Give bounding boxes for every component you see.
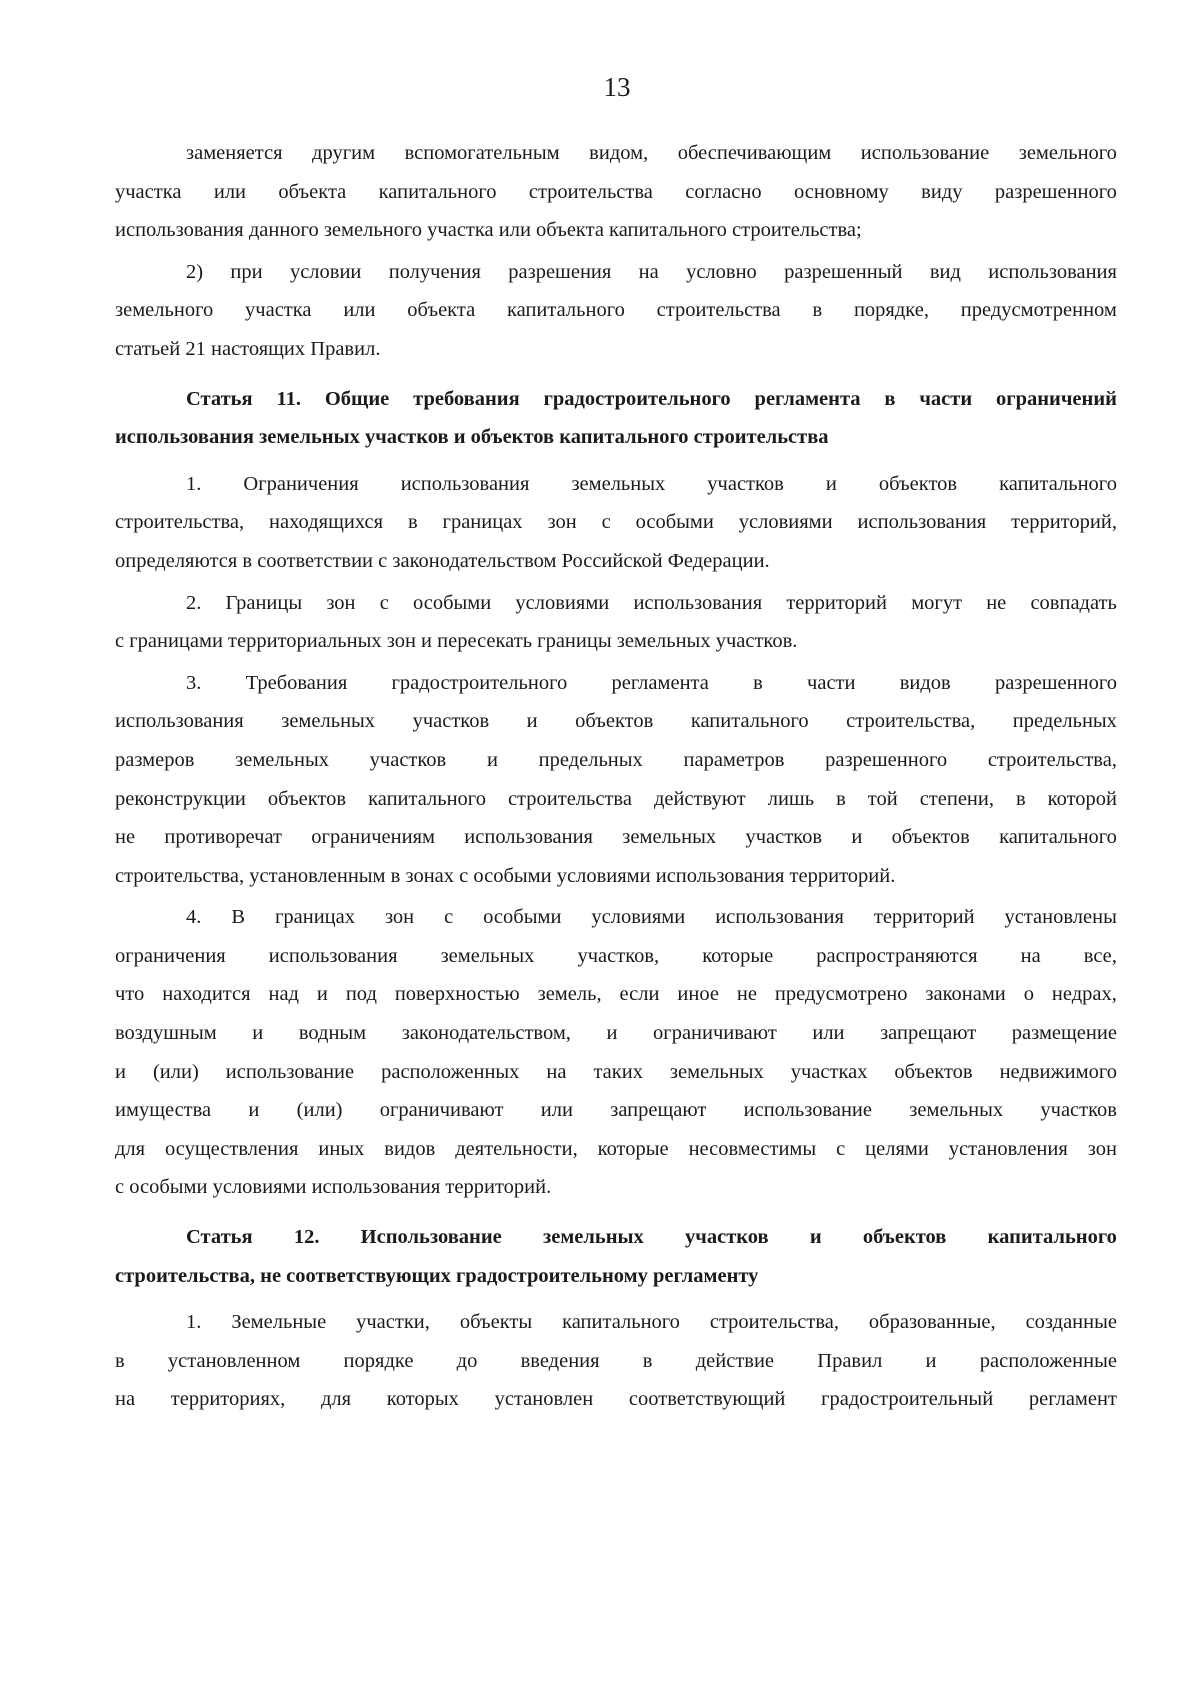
word: территориях, [170,1388,286,1411]
text-line [115,702,1117,741]
word: капитального [987,1226,1117,1249]
word: строительства, [709,1311,839,1334]
word: земельных [909,1099,1004,1122]
word: до [456,1349,478,1372]
word: если [619,983,660,1006]
word: разрешенного [994,671,1117,694]
text-line [115,1053,1117,1092]
word: которые [597,1137,669,1160]
word: особыми [483,906,562,929]
word: параметров [683,748,785,771]
word: Требования [245,671,348,694]
text-line [115,898,1117,937]
word: земельных [235,748,329,771]
word: использования [400,472,530,495]
word: виду [921,180,963,203]
word: особыми [635,511,714,534]
text-line [115,253,1117,292]
word: противоречат [164,826,282,849]
word: объектов [862,1226,947,1249]
word: таких [593,1060,643,1083]
word: регламент [1028,1388,1117,1411]
line-text: определяются в соответствии с законодательством Российской Федерации. [115,549,770,572]
word: разрешения [508,260,612,283]
word: имущества [115,1099,212,1122]
paragraph [115,1303,1117,1419]
word: которые [702,944,774,967]
word: лишь [767,787,815,810]
word: водным [298,1022,367,1045]
page-number: 13 [603,72,631,102]
word: порядке [343,1349,414,1372]
word: Статья [186,1226,253,1249]
word: под [345,983,377,1006]
word: Правил [817,1349,883,1372]
word: зон [547,511,577,534]
word: или [540,1099,573,1122]
word: получения [388,260,481,283]
word: капитального [999,472,1117,495]
word: несовместимы [688,1137,817,1160]
word: вспомогательным [404,142,560,164]
word: запрещают [610,1099,707,1122]
word: степени, [919,787,994,810]
word: установления [948,1137,1068,1160]
word: над [268,983,299,1006]
word: в [115,1349,125,1372]
text-line [115,780,1117,819]
word: основному [793,180,889,203]
word: участков [369,748,447,771]
word: 1. [186,472,202,495]
word: (или) [152,1060,199,1083]
word: предельных [1012,710,1117,733]
line-text: статьей 21 настоящих Правил. [115,337,381,360]
word: согласно [685,180,762,203]
word: капитального [378,180,497,203]
line-text: с особыми условиями использования территорий. [115,1176,552,1199]
word: капитального [690,710,809,733]
text-line [115,1014,1117,1053]
word: использование [225,1060,355,1083]
word: размеров [115,748,195,771]
word: не [115,826,136,849]
word: строительства [656,299,781,322]
text-line [115,465,1117,504]
word: расположенные [979,1349,1117,1372]
word: условиями [515,591,610,614]
word: объекта [278,180,347,203]
word: для [320,1388,352,1411]
word: предусмотрено [774,983,908,1006]
word: участков [1040,1099,1117,1122]
line-text: с границами территориальных зон и пересекать границы земельных участков. [115,630,798,653]
word: ограничениям [311,826,435,849]
word: вид [929,260,961,283]
word: на [638,260,659,283]
word: требования [413,387,520,410]
word: земельных [571,472,666,495]
word: предусмотренном [960,299,1117,322]
word: все, [1083,944,1117,967]
word: расположенных [381,1060,520,1083]
word: в [753,671,763,694]
word: участках [790,1060,868,1083]
word: использования [988,260,1117,283]
text-line [115,1130,1117,1169]
word: использования [268,944,398,967]
word: введения [520,1349,600,1372]
text-line [115,622,1117,661]
word: строительства, [115,511,245,534]
word: той [867,787,898,810]
word: в [642,1349,653,1372]
word: строительства, [987,748,1117,771]
text-line [115,584,1117,623]
word: земельных [542,1226,644,1249]
word: и [316,983,328,1006]
word: действие [695,1349,775,1372]
word: в [407,511,418,534]
word: градостроительного [391,671,568,694]
paragraph [115,253,1117,369]
word: и [252,1022,264,1045]
word: предельных [538,748,643,771]
word: ограничений [996,387,1117,410]
word: видов [899,671,951,694]
text-line [115,1342,1117,1381]
word: видов [384,1137,436,1160]
text-line [115,1303,1117,1342]
word: объектов [575,710,654,733]
word: условии [289,260,362,283]
word: обеспечивающим [677,142,832,164]
word: которой [1047,787,1117,810]
word: не [736,983,757,1006]
word: в [884,387,896,410]
word: в [812,299,823,322]
word: и [486,748,498,771]
text-line [115,380,1117,419]
word: использование [743,1099,873,1122]
paragraph [115,664,1117,896]
paragraph [115,898,1117,1207]
word: распространяются [816,944,978,967]
word: воздушным [115,1022,217,1045]
text-line [115,542,1117,581]
word: заменяется [186,142,283,164]
word: установлены [1004,906,1117,929]
word: при [230,260,263,283]
word: совпадать [1030,591,1117,614]
word: объектов [878,472,958,495]
paragraph [115,584,1117,661]
word: условиями [738,511,833,534]
word: или [343,299,376,322]
word: капитального [562,1311,680,1334]
word: земельного [1018,142,1117,164]
word: другим [312,142,376,164]
word: запрещают [880,1022,977,1045]
word: и [925,1349,937,1372]
word: установлен [494,1388,594,1411]
word: территорий, [1011,511,1117,534]
word: условиями [591,906,686,929]
word: находится [162,983,251,1006]
word: Ограничения [243,472,359,495]
line-text: строительства, установленным в зонах с особыми условиями использования территорий. [115,864,896,887]
word: и [606,1022,618,1045]
text-line [115,1168,1117,1207]
word: в [1015,787,1026,810]
word: капитального [999,826,1117,849]
word: особыми [412,591,492,614]
word: объектов [891,826,970,849]
document-body [115,134,1117,1422]
word: в [836,787,846,810]
word: установленном [167,1349,301,1372]
word: строительства [507,787,632,810]
word: земельных [669,1060,764,1083]
word: Статья [186,387,253,410]
word: ограничивают [653,1022,777,1045]
word: иное [677,983,719,1006]
word: разрешенный [784,260,903,283]
word: на [1020,944,1041,967]
word: разрешенного [994,180,1117,203]
word: части [919,387,973,410]
word: Общие [324,387,390,410]
word: о [1023,983,1034,1006]
paragraph [115,465,1117,581]
word: и [851,826,863,849]
word: 3. [186,671,202,694]
word: ограничивают [379,1099,504,1122]
word: и [809,1226,822,1249]
word: разрешенного [825,748,948,771]
line-text: использования данного земельного участка или объекта капитального строительства; [115,219,862,242]
word: образованные, [868,1311,996,1334]
word: или [213,180,247,203]
text-line [115,975,1117,1014]
word: градостроительный [821,1388,994,1411]
word: земельных [440,944,535,967]
word: с [836,1137,846,1160]
text-line [115,1380,1117,1419]
word: с [379,591,389,614]
word: деятельности, [455,1137,578,1160]
word: капитального [506,299,625,322]
word: земельных [622,826,717,849]
word: объектов [894,1060,973,1083]
text-line [115,418,1117,457]
word: 12. [293,1226,320,1249]
word: объекта [407,299,476,322]
word: участки, [356,1311,430,1334]
word: (или) [296,1099,343,1122]
word: на [546,1060,567,1083]
word: участка [115,180,182,203]
word: 1. [186,1311,202,1334]
word: не [986,591,1007,614]
word: зон [326,591,356,614]
word: Земельные [231,1311,327,1334]
word: на [115,1388,136,1411]
word: законами [925,983,1006,1006]
word: условно [686,260,757,283]
word: законодательством, [401,1022,571,1045]
word: с [444,906,454,929]
word: градостроительного [543,387,731,410]
word: которых [386,1388,459,1411]
word: видом, [589,142,649,164]
text-line [115,1257,1117,1296]
text-line [115,741,1117,780]
word: 2. [186,591,202,614]
text-line [115,818,1117,857]
word: размещение [1011,1022,1117,1045]
word: регламента [754,387,861,410]
text-line [115,937,1117,976]
line-text: использования земельных участков и объектов капитального строительства [115,426,829,449]
word: находящихся [269,511,384,534]
paragraph [115,134,1117,250]
word: или [812,1022,845,1045]
word: земель, [537,983,602,1006]
text-line [115,173,1117,212]
word: поверхностью [394,983,520,1006]
word: территорий [873,906,975,929]
word: с [601,511,611,534]
word: созданные [1025,1311,1117,1334]
word: использования [715,906,844,929]
text-line [115,664,1117,703]
word: границах [274,906,355,929]
word: соответствующий [628,1388,786,1411]
word: участка [245,299,312,322]
word: участков [707,472,784,495]
word: использование [860,142,990,164]
word: действуют [653,787,746,810]
text-line [115,134,1117,173]
word: участков [685,1226,769,1249]
text-line [115,330,1117,369]
article-heading [115,1218,1117,1295]
word: осуществления [165,1137,299,1160]
word: земельного [115,299,214,322]
word: объекты [459,1311,533,1334]
word: Границы [225,591,303,614]
article-heading [115,380,1117,457]
word: для [115,1137,146,1160]
word: зон [1087,1137,1117,1160]
word: зон [384,906,415,929]
word: регламента [611,671,709,694]
word: территорий [786,591,888,614]
text-line [115,503,1117,542]
text-line [115,211,1117,250]
word: целями [865,1137,929,1160]
word: использования [464,826,593,849]
word: части [807,671,856,694]
word: капитального [368,787,486,810]
word: и [825,472,837,495]
word: иных [318,1137,365,1160]
text-line [115,1091,1117,1130]
word: участков [745,826,823,849]
word: земельных [281,710,376,733]
word: порядке, [853,299,929,322]
word: ограничения [115,944,226,967]
word: использования [857,511,987,534]
text-line [115,857,1117,896]
word: недвижимого [999,1060,1117,1083]
word: реконструкции [115,787,246,810]
word: недрах, [1051,983,1117,1006]
word: объектов [267,787,347,810]
word: и [248,1099,260,1122]
word: 11. [276,387,301,410]
word: могут [911,591,963,614]
word: 4. [186,906,202,929]
word: и [526,710,538,733]
word: использования [115,710,244,733]
text-line [115,1218,1117,1257]
line-text: строительства, не соответствующих градостроительному регламенту [115,1264,759,1287]
word: В [231,906,246,929]
word: 2) [186,260,204,283]
word: границах [442,511,523,534]
text-line [115,291,1117,330]
word: Использование [360,1226,502,1249]
word: строительства [528,180,653,203]
word: участков [412,710,490,733]
word: использования [633,591,763,614]
word: и [115,1060,126,1083]
word: что [115,983,145,1006]
word: участков, [577,944,660,967]
word: строительства, [846,710,976,733]
